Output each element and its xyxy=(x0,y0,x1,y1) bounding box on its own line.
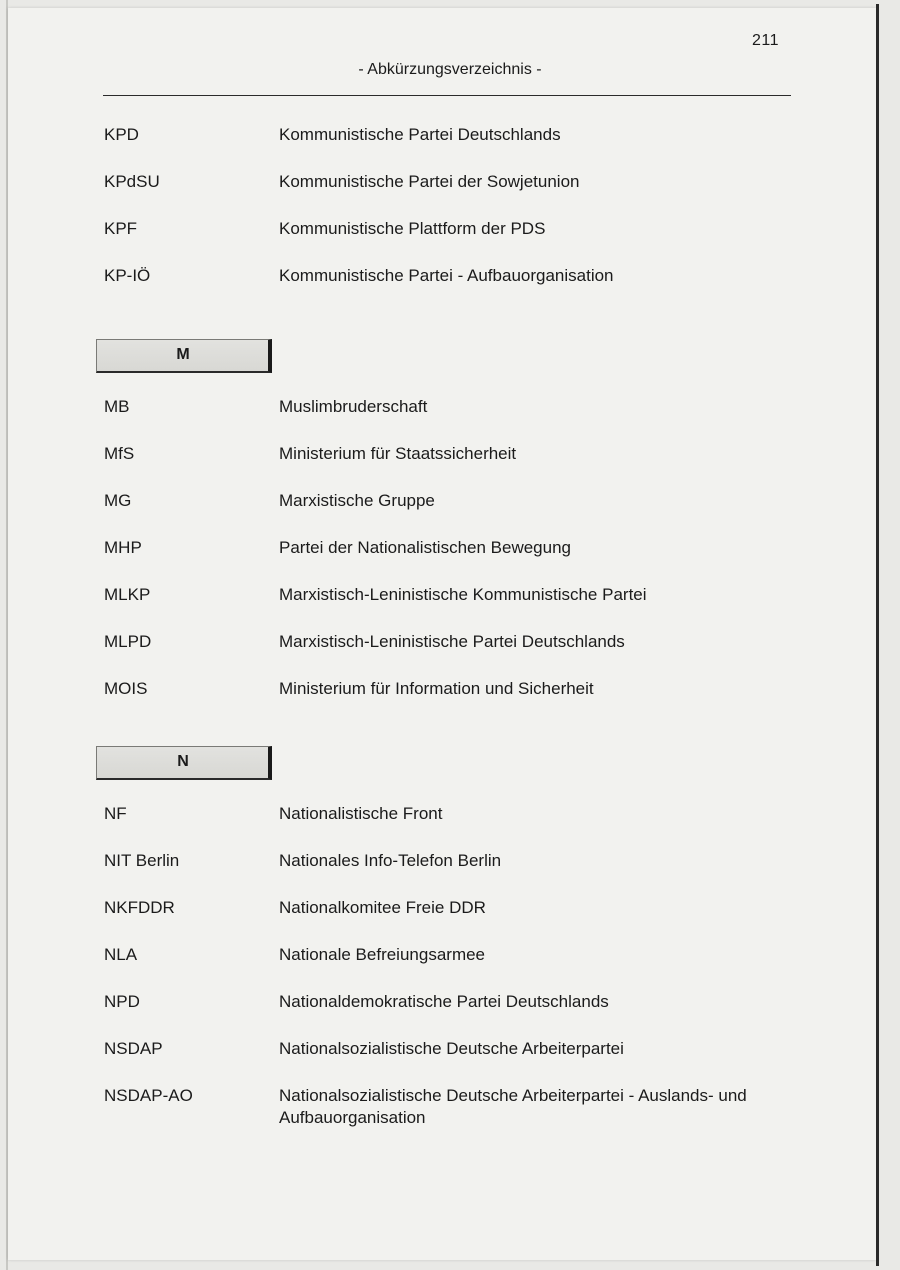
abbreviation: MOIS xyxy=(104,679,148,698)
abbreviation-meaning: Marxistisch-Leninistische Partei Deutschlands xyxy=(279,632,625,651)
abbreviation: MfS xyxy=(104,444,135,463)
abbreviation-meaning: Nationaldemokratische Partei Deutschlands xyxy=(279,992,609,1011)
abbreviation: NSDAP-AO xyxy=(104,1086,193,1105)
abbreviation: KP-IÖ xyxy=(104,266,151,285)
abbreviation-meaning: Nationalsozialistische Deutsche Arbeiterpartei - Auslands- und Aufbauorganisation xyxy=(279,1086,747,1127)
abbreviation: MG xyxy=(104,491,132,510)
abbreviation-meaning: Partei der Nationalistischen Bewegung xyxy=(279,538,572,557)
abbreviation-entry xyxy=(0,991,900,1019)
abbreviation-entry xyxy=(0,850,900,878)
abbreviation-entry xyxy=(0,897,900,925)
abbreviation-meaning: Muslimbruderschaft xyxy=(279,397,428,416)
abbreviation: MLPD xyxy=(104,632,152,651)
abbreviation: NIT Berlin xyxy=(104,851,180,870)
abbreviation-meaning: Nationale Befreiungsarmee xyxy=(279,945,486,964)
abbreviation: NF xyxy=(104,804,127,823)
abbreviation-entry xyxy=(0,124,900,152)
running-header: - Abkürzungsverzeichnis - xyxy=(358,61,542,78)
abbreviation-entry xyxy=(0,584,900,612)
abbreviation: NSDAP xyxy=(104,1039,163,1058)
abbreviation: NKFDDR xyxy=(104,898,175,917)
abbreviation: MHP xyxy=(104,538,142,557)
abbreviation-meaning: Marxistische Gruppe xyxy=(279,491,435,510)
abbreviation: KPF xyxy=(104,219,138,238)
page-number: 211 xyxy=(752,32,780,49)
section-letter: M xyxy=(176,346,190,363)
abbreviation-meaning: Nationalistische Front xyxy=(279,804,443,823)
abbreviation-meaning: Ministerium für Information und Sicherheit xyxy=(279,679,594,698)
section-heading-n xyxy=(96,746,272,780)
abbreviation-entry xyxy=(0,803,900,831)
abbreviation: NLA xyxy=(104,945,138,964)
abbreviation-entry xyxy=(0,265,900,293)
abbreviation-entry xyxy=(0,443,900,471)
abbreviation: MB xyxy=(104,397,130,416)
abbreviation-meaning: Kommunistische Partei Deutschlands xyxy=(279,125,561,144)
abbreviation-meaning: Nationales Info-Telefon Berlin xyxy=(279,851,502,870)
abbreviation-entry xyxy=(0,537,900,565)
abbreviation-meaning: Kommunistische Partei der Sowjetunion xyxy=(279,172,580,191)
section-heading-m xyxy=(96,339,272,373)
abbreviation: MLKP xyxy=(104,585,151,604)
abbreviation-entry xyxy=(0,396,900,424)
abbreviation: KPdSU xyxy=(104,172,160,191)
abbreviation: NPD xyxy=(104,992,140,1011)
abbreviation-entry xyxy=(0,944,900,972)
abbreviation-entry xyxy=(0,631,900,659)
abbreviation-meaning: Kommunistische Plattform der PDS xyxy=(279,219,546,238)
abbreviation-entry xyxy=(0,678,900,706)
abbreviation: KPD xyxy=(104,125,139,144)
header-rule xyxy=(103,95,791,96)
abbreviation-meaning: Nationalkomitee Freie DDR xyxy=(279,898,486,917)
abbreviation-entry xyxy=(0,1085,900,1135)
abbreviation-meaning: Ministerium für Staatssicherheit xyxy=(279,444,517,463)
abbreviation-meaning: Kommunistische Partei - Aufbauorganisation xyxy=(279,266,614,285)
abbreviation-meaning: Marxistisch-Leninistische Kommunistische Partei xyxy=(279,585,647,604)
abbreviation-meaning: Nationalsozialistische Deutsche Arbeiterpartei xyxy=(279,1039,624,1058)
abbreviation-entry xyxy=(0,490,900,518)
section-letter: N xyxy=(177,753,189,770)
abbreviation-entry xyxy=(0,218,900,246)
abbreviation-entry xyxy=(0,171,900,199)
abbreviation-entry xyxy=(0,1038,900,1066)
